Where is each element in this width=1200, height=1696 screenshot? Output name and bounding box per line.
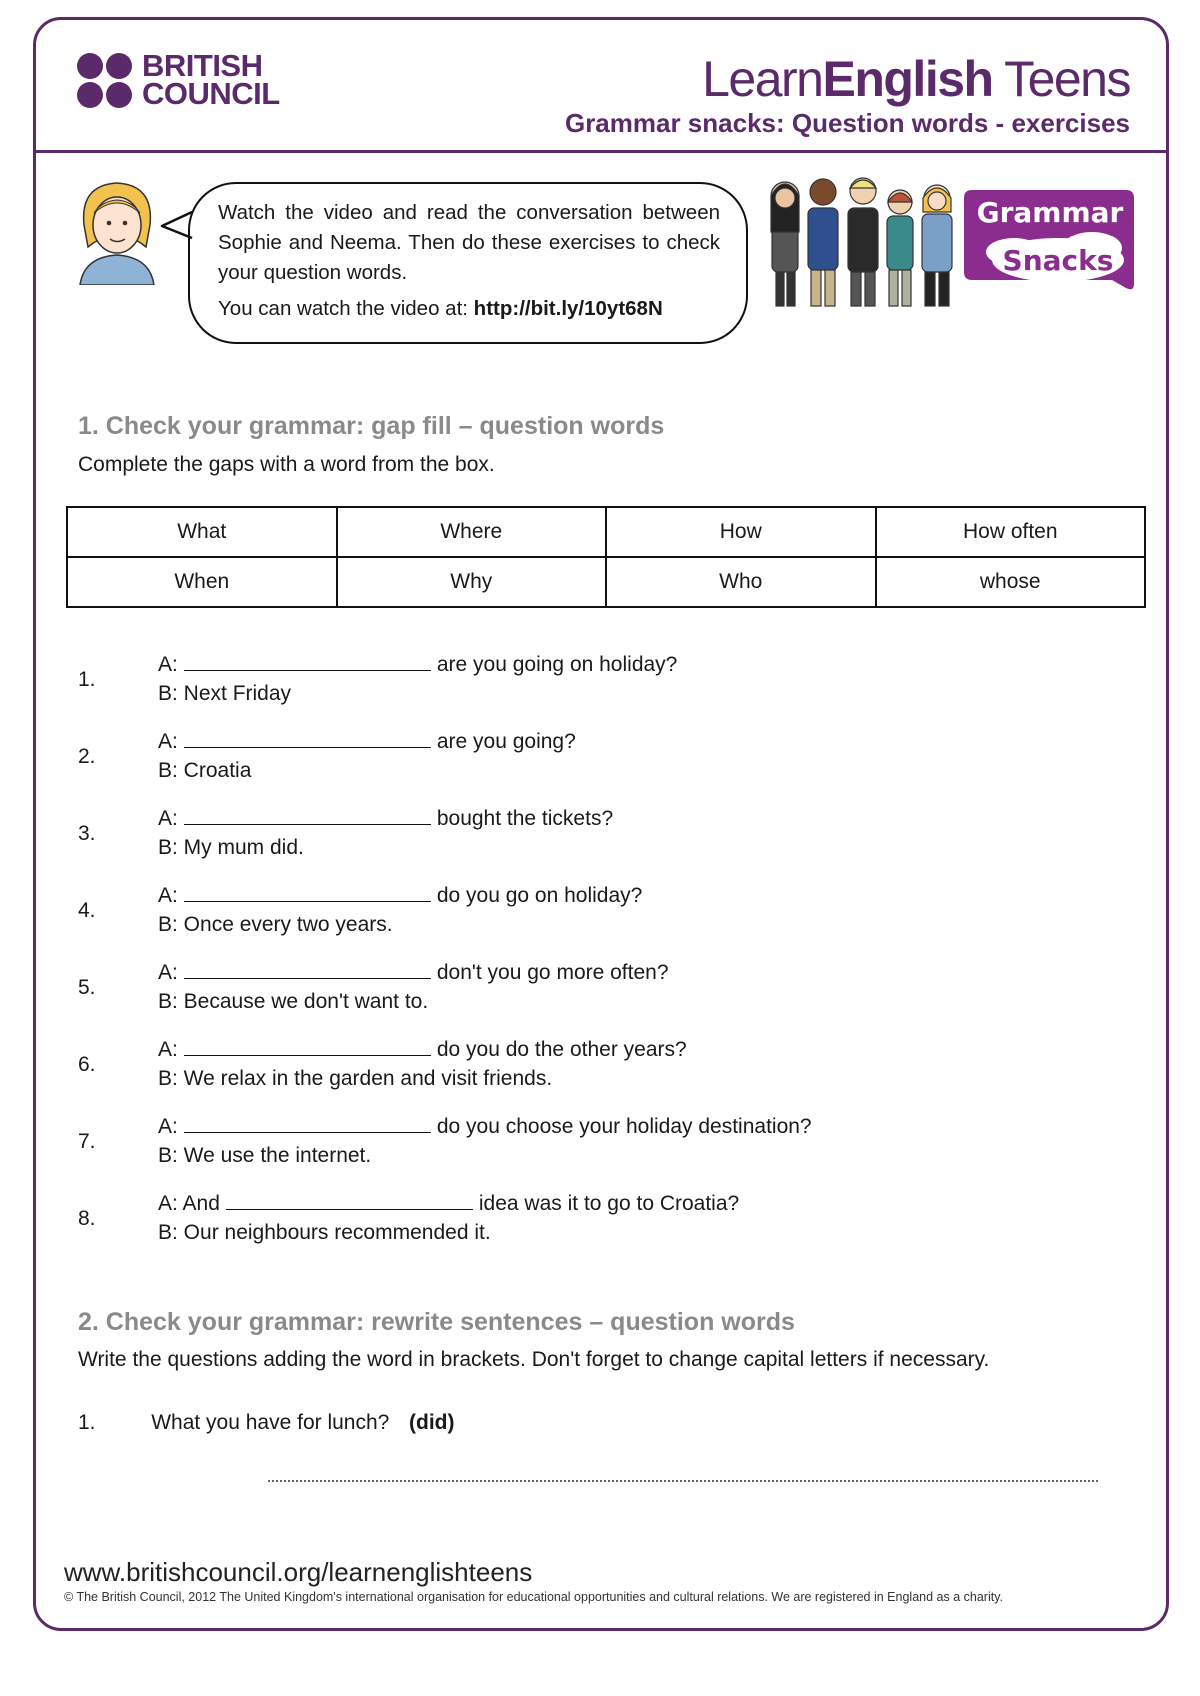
answer-line[interactable]	[268, 1480, 1098, 1482]
line-a-text: do you choose your holiday destination?	[436, 1115, 812, 1138]
intro-speech-bubble	[188, 182, 748, 344]
logo-line1: BRITISH	[142, 48, 263, 83]
page-title: Grammar snacks: Question words - exercises	[564, 108, 1130, 138]
learnenglish-teens-brand	[702, 50, 1130, 108]
section1-title: 1. Check your grammar: gap fill – question words	[78, 412, 665, 440]
sophie-avatar-icon	[72, 175, 162, 285]
line-b-text: B: Because we don't want to.	[158, 990, 429, 1013]
video-url-label: You can watch the video at:	[218, 297, 474, 320]
line-a-text: are you going on holiday?	[436, 653, 678, 676]
bracket-word: (did)	[409, 1411, 455, 1434]
answer-gap[interactable]	[184, 1037, 431, 1056]
line-a-prefix: A:	[158, 961, 178, 984]
line-b-text: B: We relax in the garden and visit friends.	[158, 1067, 553, 1090]
line-a-text: do you go on holiday?	[436, 884, 643, 907]
line-a-prefix: A: And	[158, 1192, 220, 1215]
gap-fill-item	[78, 1191, 1078, 1253]
footer-copyright: © The British Council, 2012 The United Kingdom's international organisation for educational opportunities and cultural relations. We are registered in England as a charity.	[64, 1590, 1003, 1604]
line-a-prefix: A:	[158, 653, 178, 676]
item-number: 4.	[78, 899, 96, 922]
section2-instruction: Write the questions adding the word in brackets. Don't forget to change capital letters if necessary.	[78, 1348, 990, 1371]
item-number: 3.	[78, 822, 96, 845]
video-url-link[interactable]: http://bit.ly/10yt68N	[473, 297, 663, 320]
line-a-text: don't you go more often?	[436, 961, 669, 984]
item-number: 8.	[78, 1207, 96, 1230]
intro-text: Watch the video and read the conversation between Sophie and Neema. Then do these exercises to check your question words.	[218, 201, 720, 284]
item-number: 6.	[78, 1053, 96, 1076]
line-b-text: B: My mum did.	[158, 836, 304, 859]
brand-english: English	[822, 51, 993, 107]
gap-fill-item	[78, 1037, 1078, 1099]
word-box-row	[67, 557, 1145, 607]
rewrite-item	[78, 1411, 455, 1435]
rewrite-sentence: What you have for lunch?	[151, 1411, 390, 1434]
answer-gap[interactable]	[184, 806, 431, 825]
word-box-table	[66, 506, 1146, 608]
line-b-text: B: We use the internet.	[158, 1144, 372, 1167]
line-a-text: are you going?	[436, 730, 576, 753]
answer-gap[interactable]	[184, 1114, 431, 1133]
gap-fill-item	[78, 883, 1078, 945]
gap-fill-item	[78, 806, 1078, 868]
gap-fill-item	[78, 960, 1078, 1022]
line-b-text: B: Our neighbours recommended it.	[158, 1221, 491, 1244]
logo-line2: COUNCIL	[142, 76, 280, 111]
word-box-row	[67, 507, 1145, 557]
header-divider	[33, 150, 1169, 153]
word-box-cell: whose	[876, 557, 1146, 607]
line-a-prefix: A:	[158, 1115, 178, 1138]
line-a-prefix: A:	[158, 807, 178, 830]
line-a-prefix: A:	[158, 1038, 178, 1061]
brand-learn: Learn	[702, 51, 823, 107]
gap-fill-item	[78, 652, 1078, 714]
section2-title: 2. Check your grammar: rewrite sentences – question words	[78, 1308, 795, 1336]
item-number: 5.	[78, 976, 96, 999]
word-box-cell: When	[67, 557, 337, 607]
footer-url[interactable]: www.britishcouncil.org/learnenglishteens	[64, 1557, 533, 1587]
line-b-text: B: Next Friday	[158, 682, 292, 705]
item-number: 2.	[78, 745, 96, 768]
answer-gap[interactable]	[226, 1191, 473, 1210]
line-a-text: idea was it to go to Croatia?	[478, 1192, 740, 1215]
word-box-cell: What	[67, 507, 337, 557]
badge-grammar-text: Grammar	[976, 196, 1124, 229]
gap-fill-item	[78, 729, 1078, 791]
gap-fill-item	[78, 1114, 1078, 1176]
logo-text	[142, 48, 280, 111]
word-box-cell: Where	[337, 507, 607, 557]
word-box-cell: How often	[876, 507, 1146, 557]
line-a-prefix: A:	[158, 730, 178, 753]
item-number: 1.	[78, 668, 96, 691]
grammar-snacks-badge	[962, 188, 1136, 294]
item-number: 7.	[78, 1130, 96, 1153]
line-b-text: B: Croatia	[158, 759, 252, 782]
word-box-cell: Why	[337, 557, 607, 607]
word-box-cell: Who	[606, 557, 876, 607]
item-number: 1.	[78, 1411, 96, 1434]
answer-gap[interactable]	[184, 652, 431, 671]
word-box-cell: How	[606, 507, 876, 557]
brand-teens: Teens	[992, 51, 1130, 107]
line-a-text: do you do the other years?	[436, 1038, 687, 1061]
answer-gap[interactable]	[184, 960, 431, 979]
line-a-prefix: A:	[158, 884, 178, 907]
logo-dots-icon	[77, 53, 132, 108]
british-council-logo	[77, 48, 280, 111]
section1-instruction: Complete the gaps with a word from the box.	[78, 453, 495, 476]
line-a-text: bought the tickets?	[436, 807, 614, 830]
answer-gap[interactable]	[184, 729, 431, 748]
line-b-text: B: Once every two years.	[158, 913, 393, 936]
answer-gap[interactable]	[184, 883, 431, 902]
badge-snacks-text: Snacks	[1002, 244, 1114, 277]
teens-group-illustration-icon	[766, 172, 976, 312]
